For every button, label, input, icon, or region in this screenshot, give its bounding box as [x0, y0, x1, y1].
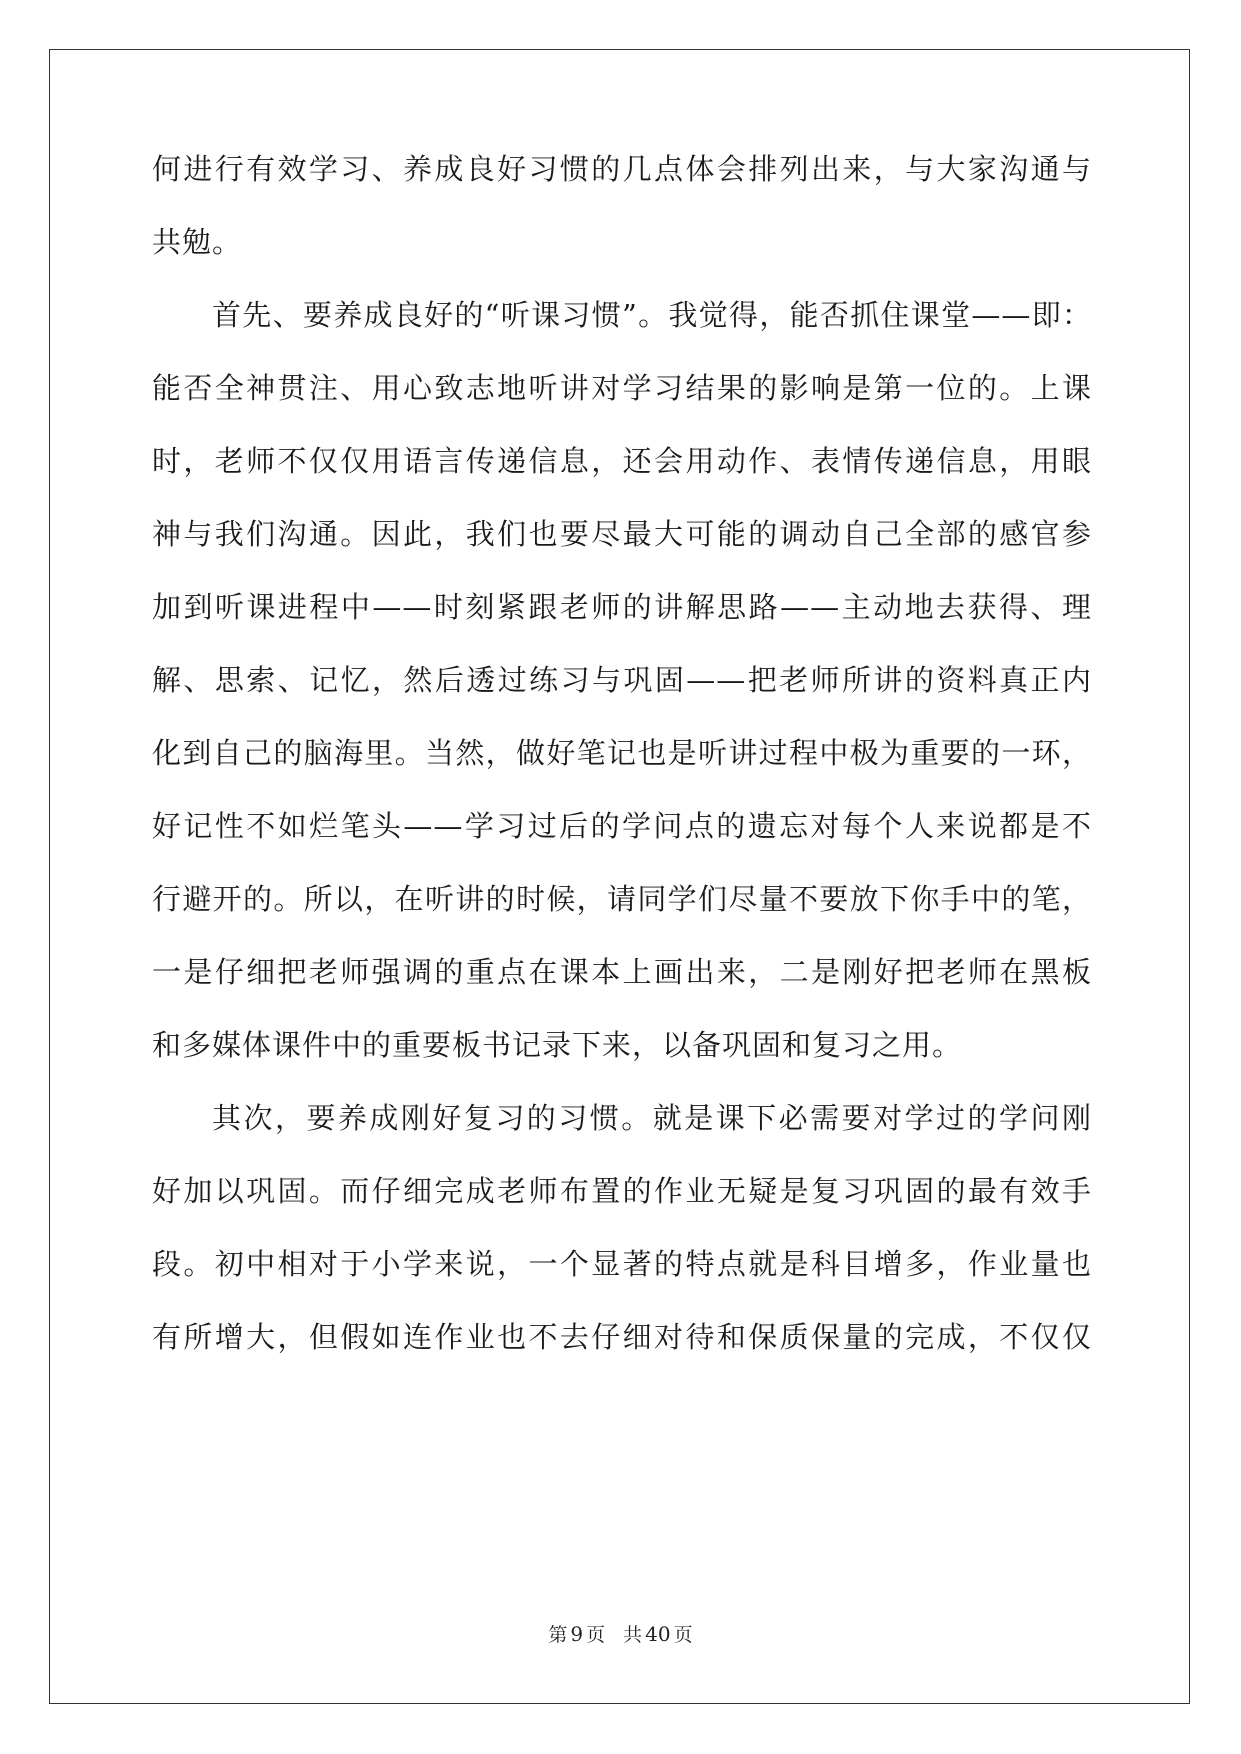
text-line: 好记性不如烂笔头——学习过后的学问点的遗忘对每个人来说都是不: [152, 809, 1092, 843]
page-prefix: 第: [548, 1624, 568, 1646]
text-line: 段。初中相对于小学来说，一个显著的特点就是科目增多，作业量也: [152, 1247, 1092, 1281]
total-pages: 40: [645, 1622, 671, 1646]
total-suffix: 页: [673, 1624, 693, 1646]
text-line: 行避开的。所以，在听讲的时候，请同学们尽量不要放下你手中的笔，: [152, 882, 1092, 916]
text-line: 共勉。: [152, 225, 243, 259]
text-line: 加到听课进程中——时刻紧跟老师的讲解思路——主动地去获得、理: [152, 590, 1092, 624]
text-line: 好加以巩固。而仔细完成老师布置的作业无疑是复习巩固的最有效手: [152, 1174, 1092, 1208]
text-line: 何进行有效学习、养成良好习惯的几点体会排列出来，与大家沟通与: [152, 152, 1092, 186]
text-line: 能否全神贯注、用心致志地听讲对学习结果的影响是第一位的。上课: [152, 371, 1092, 405]
text-line: 一是仔细把老师强调的重点在课本上画出来，二是刚好把老师在黑板: [152, 955, 1092, 989]
text-line: 有所增大，但假如连作业也不去仔细对待和保质保量的完成，不仅仅: [152, 1320, 1092, 1354]
text-line: 和多媒体课件中的重要板书记录下来，以备巩固和复习之用。: [152, 1028, 963, 1062]
text-line: 其次，要养成刚好复习的习惯。就是课下必需要对学过的学问刚: [212, 1101, 1092, 1135]
text-line: 化到自己的脑海里。当然，做好笔记也是听讲过程中极为重要的一环，: [152, 736, 1092, 770]
text-line: 首先、要养成良好的“听课习惯”。我觉得，能否抓住课堂——即：: [212, 298, 1092, 332]
page-number: 9: [570, 1622, 584, 1646]
text-line: 时，老师不仅仅用语言传递信息，还会用动作、表情传递信息，用眼: [152, 444, 1092, 478]
page-footer: [0, 1622, 1241, 1647]
page-suffix: 页: [586, 1624, 606, 1646]
text-line: 神与我们沟通。因此，我们也要尽最大可能的调动自己全部的感官参: [152, 517, 1092, 551]
text-line: 解、思索、记忆，然后透过练习与巩固——把老师所讲的资料真正内: [152, 663, 1092, 697]
total-prefix: 共: [623, 1624, 643, 1646]
